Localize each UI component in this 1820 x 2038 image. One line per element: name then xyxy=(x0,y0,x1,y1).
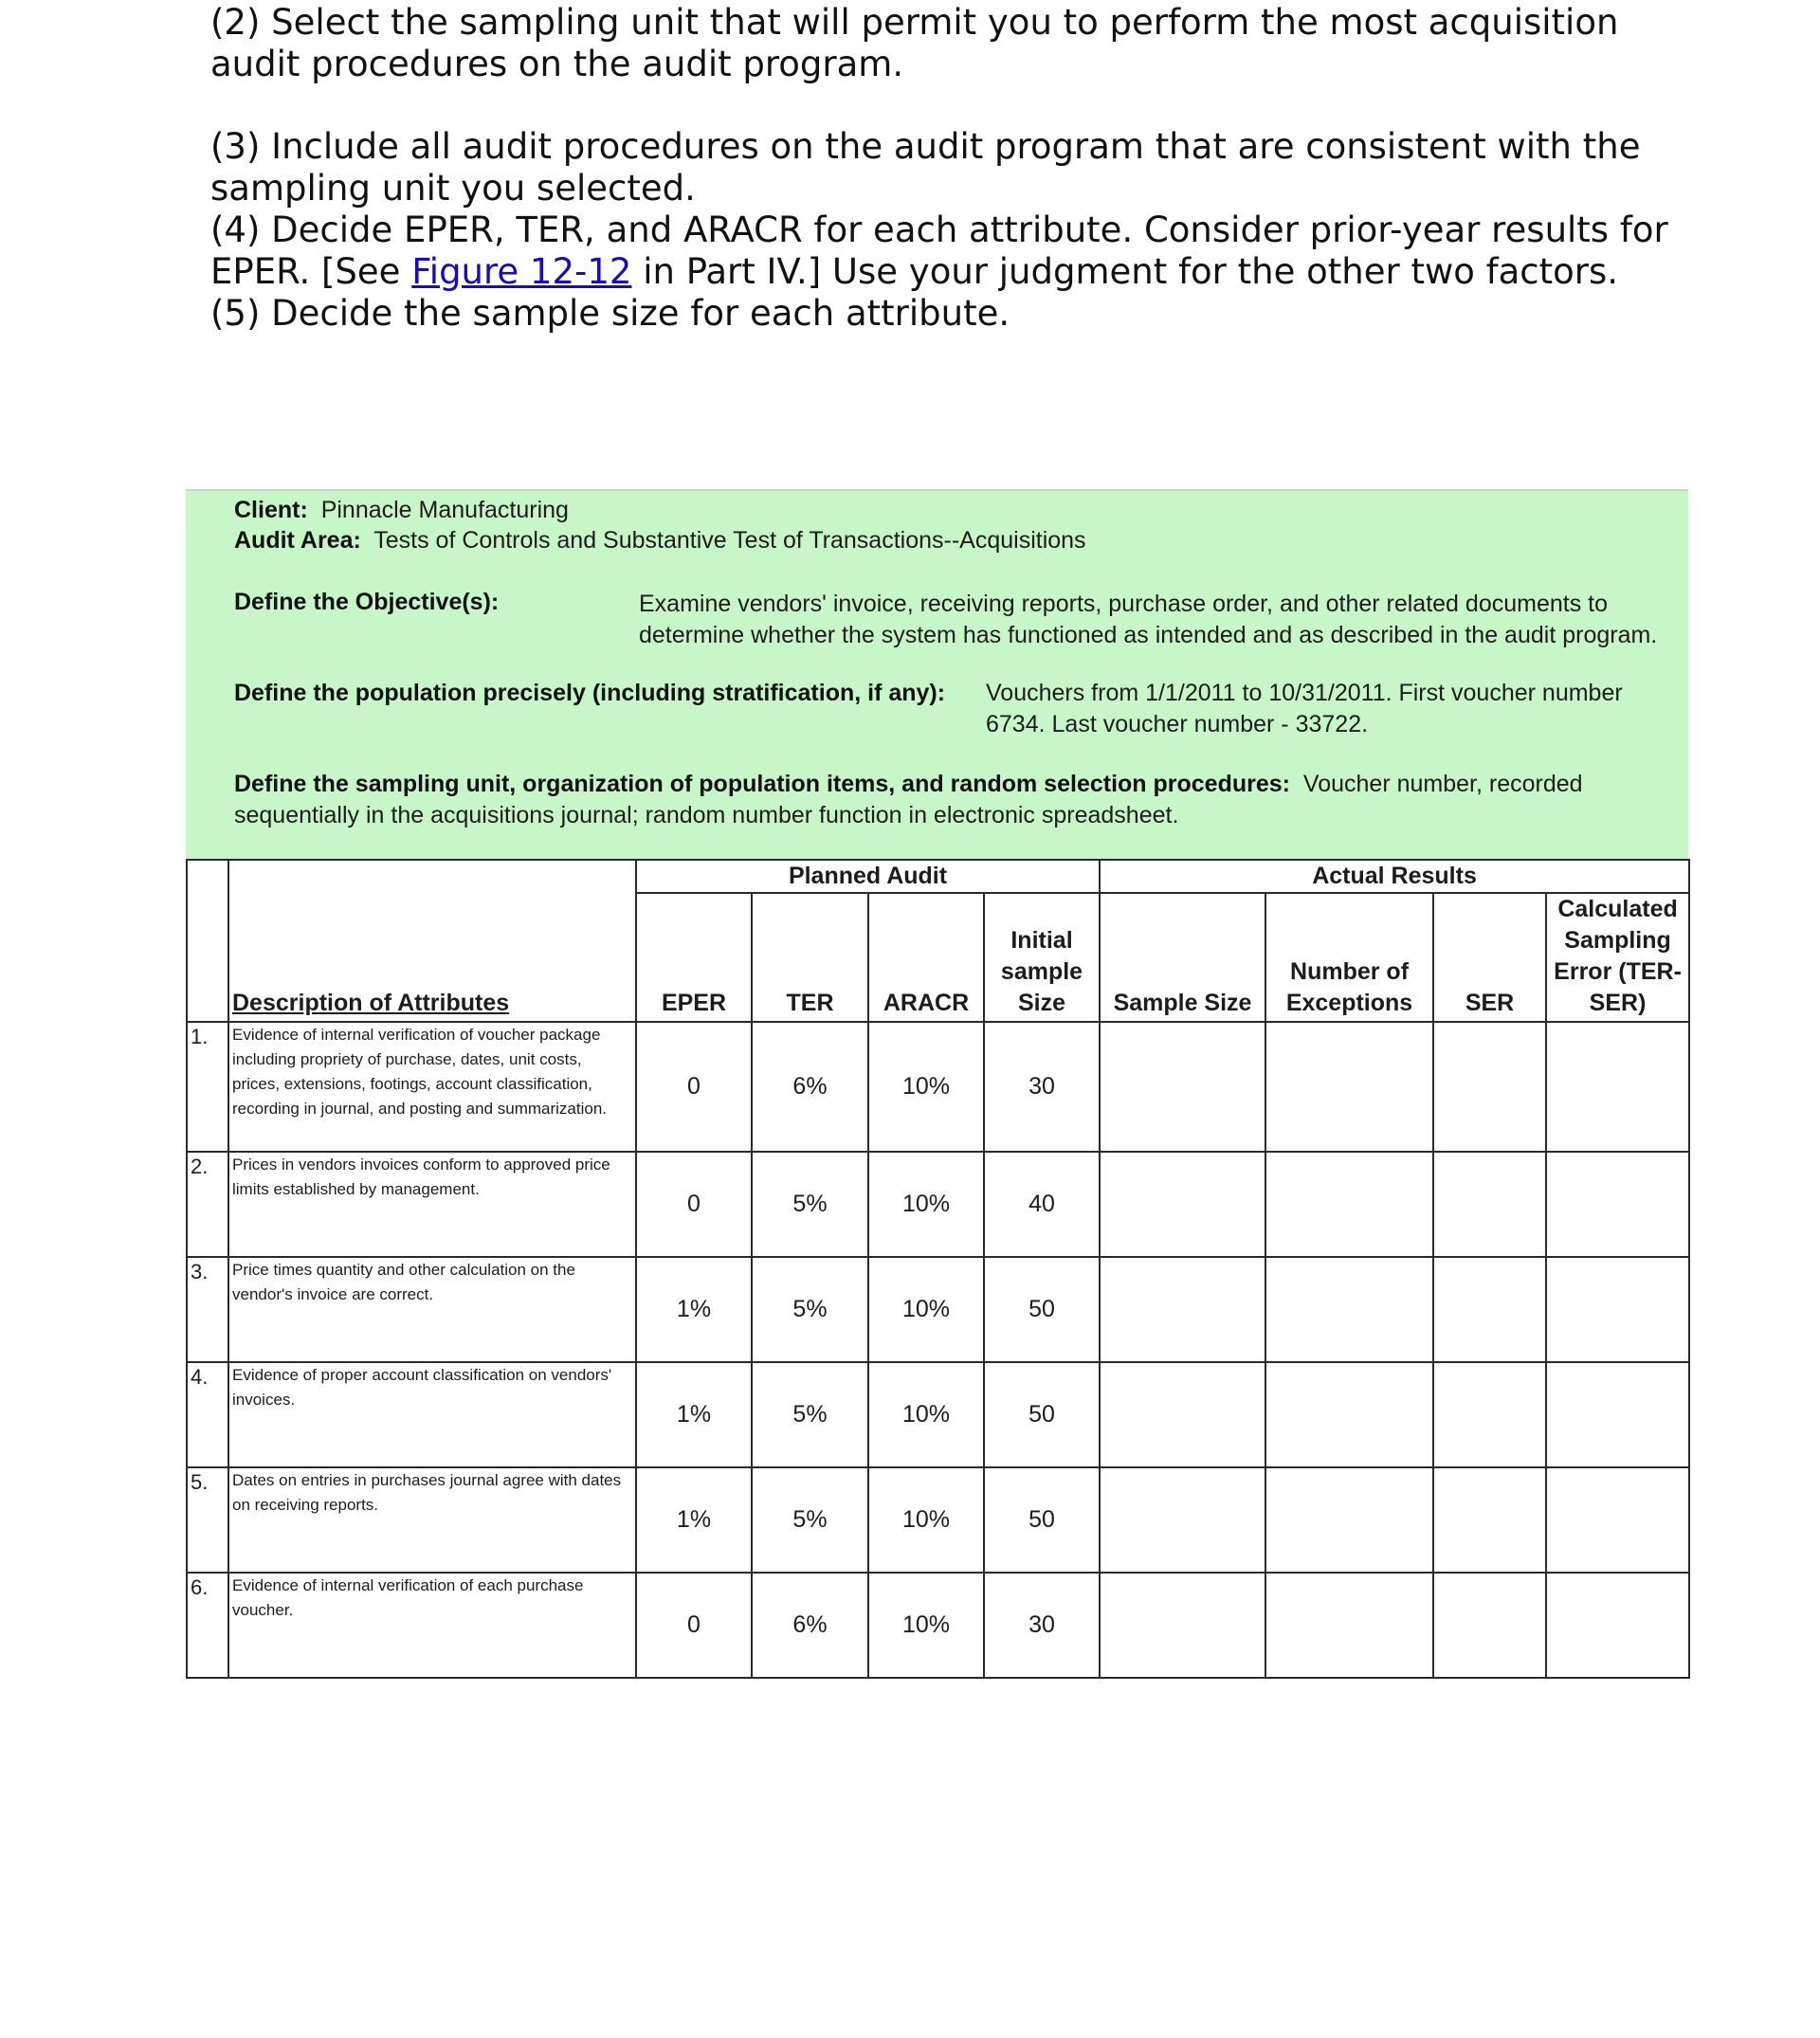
table-row xyxy=(187,1362,1689,1467)
sample-size-cell[interactable] xyxy=(1100,1573,1265,1678)
row-number: 6. xyxy=(187,1573,228,1678)
sample-size-cell[interactable] xyxy=(1100,1022,1265,1152)
description-header: Description of Attributes xyxy=(228,860,636,1022)
ser-cell[interactable] xyxy=(1433,1573,1546,1678)
calculated-error-cell[interactable] xyxy=(1546,1022,1689,1152)
calculated-error-cell[interactable] xyxy=(1546,1467,1689,1573)
aracr-cell: 10% xyxy=(868,1152,984,1257)
calculated-error-cell[interactable] xyxy=(1546,1152,1689,1257)
exceptions-cell[interactable] xyxy=(1265,1573,1433,1678)
sample-size-cell[interactable] xyxy=(1100,1257,1265,1362)
calculated-error-header: Calculated Sampling Error (TER-SER) xyxy=(1546,893,1689,1022)
initial-sample-cell: 50 xyxy=(984,1467,1100,1573)
row-number: 5. xyxy=(187,1467,228,1573)
client-value: Pinnacle Manufacturing xyxy=(320,497,569,523)
row-number: 3. xyxy=(187,1257,228,1362)
row-number: 1. xyxy=(187,1022,228,1152)
aracr-cell: 10% xyxy=(868,1362,984,1467)
step-2: (2) Select the sampling unit that will permit you to perform the most acquisition audit procedures on the audit program. xyxy=(210,2,1619,84)
calculated-error-cell[interactable] xyxy=(1546,1257,1689,1362)
attribute-description: Evidence of internal verification of voucher package including propriety of purchase, dates, unit costs, prices, extensions, footings, account classification, recording in journal, and posting and summarization. xyxy=(228,1022,636,1152)
step-4-text-before: (4) Decide EPER, TER, and ARACR for each attribute. Consider prior-year results for EPER. [See xyxy=(210,209,1668,292)
attributes-table xyxy=(186,859,1690,1679)
step-4 xyxy=(210,209,1689,293)
sample-size-cell[interactable] xyxy=(1100,1152,1265,1257)
exceptions-cell[interactable] xyxy=(1265,1467,1433,1573)
eper-cell: 1% xyxy=(636,1257,752,1362)
exceptions-cell[interactable] xyxy=(1265,1022,1433,1152)
initial-sample-cell: 50 xyxy=(984,1362,1100,1467)
exceptions-cell[interactable] xyxy=(1265,1257,1433,1362)
eper-cell: 1% xyxy=(636,1362,752,1467)
attribute-description: Price times quantity and other calculation on the vendor's invoice are correct. xyxy=(228,1257,636,1362)
attribute-description: Evidence of internal verification of each purchase voucher. xyxy=(228,1573,636,1678)
ser-header: SER xyxy=(1433,893,1546,1022)
initial-sample-cell: 40 xyxy=(984,1152,1100,1257)
attribute-description: Dates on entries in purchases journal agree with dates on receiving reports. xyxy=(228,1467,636,1573)
initial-sample-cell: 30 xyxy=(984,1573,1100,1678)
exceptions-cell[interactable] xyxy=(1265,1362,1433,1467)
row-number-header xyxy=(187,860,228,1022)
objective-value: Examine vendors' invoice, receiving reports, purchase order, and other related documents to determine whether the system has functioned as intended and as described in the audit program. xyxy=(639,591,1658,648)
sampling-value: Voucher number, recorded sequentially in the acquisitions journal; random number function in electronic spreadsheet. xyxy=(234,771,1583,828)
eper-cell: 0 xyxy=(636,1152,752,1257)
client-line xyxy=(234,497,569,524)
ter-cell: 6% xyxy=(752,1573,868,1678)
table-row xyxy=(187,1022,1689,1152)
sample-size-cell[interactable] xyxy=(1100,1467,1265,1573)
step-3: (3) Include all audit procedures on the audit program that are consistent with the sampling unit you selected. xyxy=(210,126,1641,209)
figure-12-12-link[interactable]: Figure 12-12 xyxy=(411,251,632,292)
eper-cell: 0 xyxy=(636,1022,752,1152)
calculated-error-cell[interactable] xyxy=(1546,1362,1689,1467)
ter-cell: 5% xyxy=(752,1362,868,1467)
table-row xyxy=(187,1257,1689,1362)
audit-area-line xyxy=(234,527,1086,555)
attribute-description: Prices in vendors invoices conform to approved price limits established by management. xyxy=(228,1152,636,1257)
ser-cell[interactable] xyxy=(1433,1152,1546,1257)
exceptions-cell[interactable] xyxy=(1265,1152,1433,1257)
table-row xyxy=(187,1152,1689,1257)
sampling-label: Define the sampling unit, organization of population items, and random selection procedures: xyxy=(234,771,1290,797)
eper-cell: 1% xyxy=(636,1467,752,1573)
aracr-cell: 10% xyxy=(868,1257,984,1362)
actual-results-header: Actual Results xyxy=(1100,860,1689,893)
initial-sample-cell: 50 xyxy=(984,1257,1100,1362)
client-label: Client: xyxy=(234,497,308,523)
ser-cell[interactable] xyxy=(1433,1257,1546,1362)
eper-header: EPER xyxy=(636,893,752,1022)
ter-header: TER xyxy=(752,893,868,1022)
aracr-cell: 10% xyxy=(868,1022,984,1152)
table-row xyxy=(187,1467,1689,1573)
sample-size-header: Sample Size xyxy=(1100,893,1265,1022)
ter-cell: 5% xyxy=(752,1257,868,1362)
row-number: 2. xyxy=(187,1152,228,1257)
aracr-cell: 10% xyxy=(868,1467,984,1573)
population-value: Vouchers from 1/1/2011 to 10/31/2011. First voucher number 6734. Last voucher number - 33722. xyxy=(986,680,1623,737)
population-label: Define the population precisely (including stratification, if any): xyxy=(234,680,946,706)
instructions xyxy=(210,2,1689,335)
initial-sample-cell: 30 xyxy=(984,1022,1100,1152)
ser-cell[interactable] xyxy=(1433,1022,1546,1152)
ser-cell[interactable] xyxy=(1433,1362,1546,1467)
ter-cell: 6% xyxy=(752,1022,868,1152)
eper-cell: 0 xyxy=(636,1573,752,1678)
planned-audit-header: Planned Audit xyxy=(636,860,1100,893)
aracr-cell: 10% xyxy=(868,1573,984,1678)
step-5: (5) Decide the sample size for each attribute. xyxy=(210,293,1010,334)
ter-cell: 5% xyxy=(752,1152,868,1257)
sample-size-cell[interactable] xyxy=(1100,1362,1265,1467)
ser-cell[interactable] xyxy=(1433,1467,1546,1573)
initial-sample-size-header: Initial sample Size xyxy=(984,893,1100,1022)
table-row xyxy=(187,1573,1689,1678)
sampling-unit-definition xyxy=(234,769,1684,831)
calculated-error-cell[interactable] xyxy=(1546,1573,1689,1678)
step-4-text-after: in Part IV.] Use your judgment for the other two factors. xyxy=(631,251,1619,292)
exceptions-header: Number of Exceptions xyxy=(1265,893,1433,1022)
ter-cell: 5% xyxy=(752,1467,868,1573)
attribute-description: Evidence of proper account classification on vendors' invoices. xyxy=(228,1362,636,1467)
sampling-worksheet xyxy=(186,489,1688,1679)
objective-label: Define the Objective(s): xyxy=(234,589,500,615)
audit-area-value: Tests of Controls and Substantive Test of Transactions--Acquisitions xyxy=(373,527,1086,554)
aracr-header: ARACR xyxy=(868,893,984,1022)
worksheet-header xyxy=(186,489,1688,859)
row-number: 4. xyxy=(187,1362,228,1467)
audit-area-label: Audit Area: xyxy=(234,527,361,554)
